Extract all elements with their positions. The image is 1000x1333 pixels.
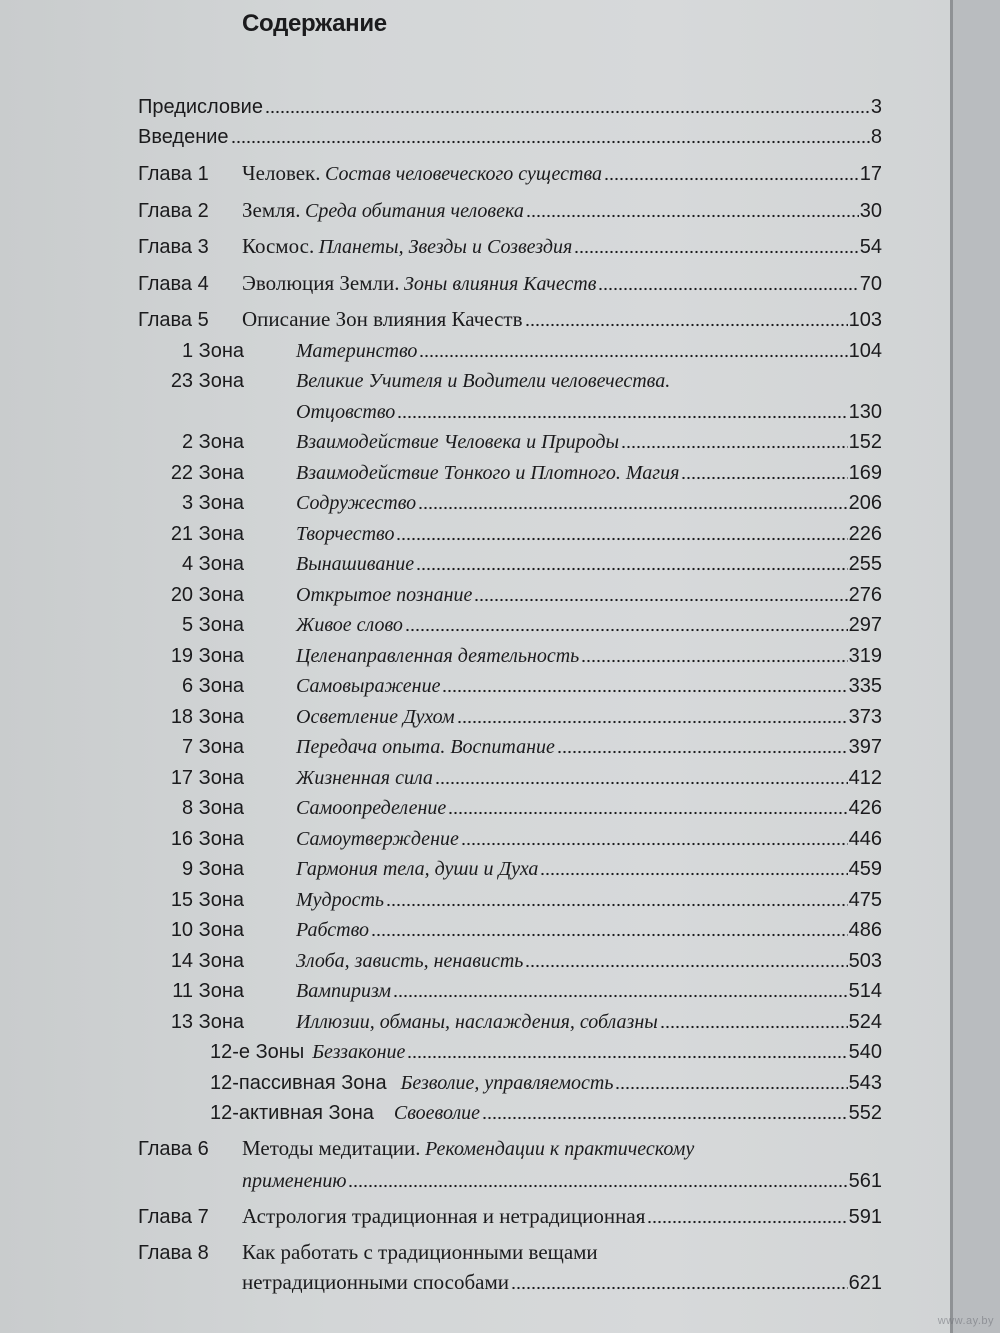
chapter-label: Глава 3 [138,236,209,258]
chapter-title: Земля. [242,198,301,222]
leader-dots [525,323,848,327]
toc-entry[interactable] [138,119,882,150]
leader-dots [461,842,848,846]
leader-dots [393,994,848,998]
zone-label: 7 Зона [181,736,244,758]
zone-title: Творчество [296,522,395,545]
zone-title: Целенаправленная деятельность [296,644,580,667]
zone-title: Великие Учителя и Водители человечества. [296,370,671,392]
zone-label: 10 Зона [170,919,244,941]
zone-label: 13 Зона [170,1010,244,1033]
zone-label: 12-е Зоны [210,1041,305,1063]
zone-label: 11 Зона [172,980,244,1002]
page-number: 524 [848,1010,882,1033]
chapter-title: Описание Зон влияния Качеств [242,307,523,331]
toc-zone[interactable] [138,851,882,882]
chapter-label: Глава 2 [138,200,209,222]
leader-dots [435,781,848,785]
leader-dots [557,750,848,754]
page-number: 130 [848,400,882,423]
page-number: 104 [848,339,882,362]
leader-dots [615,1086,847,1090]
leader-dots [448,811,847,815]
leader-dots [231,140,870,144]
zone-label: 12-пассивная Зона [210,1071,387,1094]
page-number: 335 [848,675,882,697]
leader-dots [397,415,847,419]
zone-label: 19 Зона [170,644,244,667]
page-number: 540 [848,1041,882,1063]
zone-title: Своеволие [393,1102,481,1124]
toc-zone[interactable] [138,881,882,912]
zone-title: Вынашивание [296,553,415,575]
leader-dots [660,1025,848,1029]
leader-dots [386,903,848,907]
zone-title: Гармония тела, души и Духа [296,858,539,880]
toc-zone[interactable] [138,576,882,607]
chapter-title: Эволюция Земли. [242,271,400,295]
leader-dots [418,506,847,510]
toc-zone[interactable] [138,485,882,516]
zone-title: Взаимодействие Человека и Природы [296,431,620,453]
chapter-title: Человек. [242,161,321,185]
zone-title: Передача опыта. Воспитание [296,736,555,758]
leader-dots [681,476,847,480]
chapter-title: Методы медитации. [242,1136,421,1160]
toc-zone[interactable] [138,912,882,943]
page-number: 543 [848,1071,882,1094]
leader-dots [581,659,847,663]
zone-title: Живое слово [296,614,403,636]
zone-title: Рабство [296,919,369,941]
zone-title: Самовыражение [296,675,441,697]
toc-zone[interactable] [138,698,882,729]
toc-zone[interactable] [138,363,882,394]
zone-label: 23 Зона [170,370,244,392]
zone-label: 6 Зона [181,675,244,697]
zone-title: Осветление Духом [296,705,455,728]
zone-label: 8 Зона [181,797,244,819]
zone-title: Беззаконие [312,1041,406,1063]
zone-label: 1 Зона [181,339,244,362]
zone-title: Самоопределение [296,797,447,819]
leader-dots [442,689,847,693]
zone-title-cont: Отцовство [296,400,396,423]
page-number: 621 [848,1272,882,1294]
chapter-label: Глава 1 [138,163,209,185]
toc-chapter-cont[interactable] [138,1265,882,1295]
zone-label: 17 Зона [170,766,244,789]
leader-dots [526,214,859,218]
zone-title: Содружество [296,492,417,514]
leader-dots [416,567,848,571]
chapter-title: Как работать с традиционными вещами [242,1240,598,1264]
page-number: 412 [848,766,882,789]
chapter-title: Космос. [242,234,315,258]
zone-title: Взаимодействие Тонкого и Плотного. Магия [296,461,680,484]
toc-chapter[interactable] [138,259,882,296]
leader-dots [647,1220,847,1224]
leader-dots [407,1055,847,1059]
zone-label: 3 Зона [181,492,244,514]
page-number: 446 [848,827,882,850]
chapter-label: Глава 5 [138,309,209,331]
leader-dots [405,628,848,632]
toc-zone[interactable] [138,637,882,668]
chapter-subtitle: Планеты, Звезды и Созвездия [318,236,573,258]
zone-title: Мудрость [296,888,385,911]
toc-zone[interactable] [138,820,882,851]
zone-title: Вампиризм [296,980,392,1002]
zone-label: 21 Зона [170,522,244,545]
leader-dots [525,964,847,968]
leader-dots [419,354,847,358]
toc-chapter[interactable] [138,149,882,186]
leader-dots [348,1184,847,1188]
toc-zone[interactable] [138,729,882,760]
page-number: 169 [848,461,882,484]
leader-dots [598,287,858,291]
page-number: 297 [848,614,882,636]
zone-title: Злоба, зависть, ненависть [296,949,524,972]
leader-dots [371,933,848,937]
page-title: Содержание [242,10,387,37]
toc-entry[interactable] [138,88,882,119]
page-number: 226 [848,522,882,545]
toc-chapter[interactable] [138,1125,882,1161]
toc-zone[interactable] [138,1003,882,1034]
table-of-contents [138,88,882,1295]
toc-chapter[interactable] [138,186,882,223]
toc-zone-cont[interactable] [138,393,882,424]
page-number: 319 [848,644,882,667]
leader-dots [540,872,847,876]
toc-zone[interactable] [138,546,882,577]
page-edge [950,0,953,1333]
page-number: 373 [848,705,882,728]
zone-label: 18 Зона [170,705,244,728]
toc-zone[interactable] [138,942,882,973]
chapter-subtitle-cont: применению [242,1170,347,1192]
toc-zone[interactable] [138,1064,882,1095]
zone-title: Иллюзии, обманы, наслаждения, соблазны [296,1010,658,1033]
page-number: 397 [848,736,882,758]
zone-label: 2 Зона [181,431,244,453]
toc-zone[interactable] [138,607,882,638]
entry-title: Предисловие [138,95,263,118]
page-number: 206 [848,492,882,514]
page-number: 459 [848,858,882,880]
page-number: 103 [848,309,882,331]
page-number: 8 [870,126,882,148]
page-number: 475 [848,888,882,911]
toc-zone[interactable] [138,1095,882,1126]
zone-label: 12-активная Зона [210,1102,374,1124]
zone-label: 4 Зона [181,553,244,575]
zone-title: Жизненная сила [296,766,433,789]
watermark: www.ay.by [937,1315,994,1327]
toc-zone[interactable] [138,973,882,1004]
toc-zone[interactable] [138,759,882,790]
zone-list [138,332,882,1125]
leader-dots [474,598,847,602]
toc-zone[interactable] [138,515,882,546]
toc-zone[interactable] [138,790,882,821]
page-number: 486 [848,919,882,941]
chapter-subtitle: Состав человеческого существа [324,163,602,185]
leader-dots [396,537,847,541]
zone-title: Самоутверждение [296,827,459,850]
zone-label: 5 Зона [181,614,244,636]
page-number: 30 [859,200,882,222]
toc-chapter[interactable] [138,223,882,259]
chapter-subtitle: Зоны влияния Качеств [403,273,597,295]
page-number: 276 [848,583,882,606]
entry-title: Введение [138,126,229,148]
zone-label: 9 Зона [181,858,244,880]
page-number: 591 [848,1206,882,1228]
page-number: 152 [848,431,882,453]
page-number: 426 [848,797,882,819]
chapter-label: Глава 6 [138,1138,209,1160]
chapter-subtitle: Среда обитания человека [304,200,524,222]
toc-chapter[interactable] [138,1193,882,1229]
toc-chapter[interactable] [138,296,882,332]
toc-zone[interactable] [138,1034,882,1065]
page-number: 503 [848,949,882,972]
chapter-label: Глава 7 [138,1206,209,1228]
chapter-label: Глава 8 [138,1242,209,1264]
leader-dots [457,720,848,724]
zone-title: Открытое познание [296,583,473,606]
toc-zone[interactable] [138,454,882,485]
toc-chapter-cont[interactable] [138,1161,882,1193]
toc-zone[interactable] [138,332,882,363]
page-number: 17 [859,163,882,185]
leader-dots [621,445,848,449]
zone-label: 16 Зона [170,827,244,850]
chapter-subtitle: Рекомендации к практическому [424,1138,695,1160]
leader-dots [265,110,870,114]
toc-chapter[interactable] [138,1229,882,1265]
chapter-title-cont: нетрадиционными способами [242,1270,510,1294]
leader-dots [511,1286,848,1290]
zone-label: 15 Зона [170,888,244,911]
chapter-label: Глава 4 [138,273,209,295]
leader-dots [604,177,859,181]
page-number: 561 [848,1170,882,1192]
page-number: 3 [870,95,882,118]
chapter-title: Астрология традиционная и нетрадиционная [242,1204,646,1228]
toc-zone[interactable] [138,424,882,455]
toc-zone[interactable] [138,668,882,699]
page-number: 70 [859,273,882,295]
leader-dots [482,1116,848,1120]
page-number: 514 [848,980,882,1002]
zone-label: 20 Зона [170,583,244,606]
page-number: 255 [848,553,882,575]
page-number: 552 [848,1102,882,1124]
zone-label: 14 Зона [170,949,244,972]
page-number: 54 [859,236,882,258]
zone-title: Безволие, управляемость [400,1071,614,1094]
zone-label: 22 Зона [170,461,244,484]
leader-dots [574,250,859,254]
zone-title: Материнство [296,339,418,362]
